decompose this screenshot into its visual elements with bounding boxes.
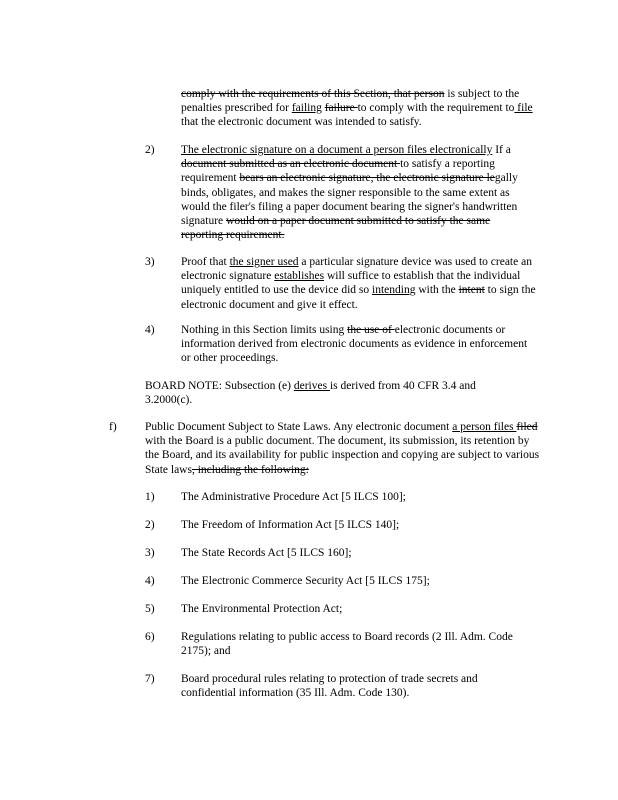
- law-item-label: 6): [145, 631, 155, 643]
- item-3-text: [181, 255, 539, 312]
- law-item-label: 5): [145, 603, 155, 615]
- board-note: [145, 379, 503, 407]
- item-4-label: 4): [145, 324, 155, 336]
- law-item-text: The Freedom of Information Act [5 ILCS 140];: [181, 519, 400, 531]
- text-run: to sign the electronic document and give it effect.: [181, 284, 536, 311]
- law-item-label: 3): [145, 547, 155, 559]
- law-item-text: The Electronic Commerce Security Act [5 ILCS 175];: [181, 575, 430, 587]
- deleted-text: would on a paper document submitted to satisfy the same reporting requirement.: [181, 215, 491, 242]
- inserted-text: failing: [291, 102, 322, 115]
- inserted-text: file: [514, 102, 533, 115]
- deleted-text: bears an electronic signature, the electronic signature le: [239, 172, 495, 185]
- law-item-label: 4): [145, 575, 155, 587]
- law-item-label: 7): [145, 673, 155, 685]
- text-run: Proof that: [181, 256, 230, 268]
- text-run: with the: [415, 284, 459, 297]
- text-run: BOARD NOTE: Subsection (e): [145, 380, 294, 392]
- law-item-text: The State Records Act [5 ILCS 160];: [181, 547, 352, 559]
- law-item-text: Board procedural rules relating to protection of trade secrets and confidential information (35 Ill. Adm. Code 130).: [181, 673, 478, 700]
- text-run: to comply with the requirement to: [357, 102, 515, 115]
- text-run: Public Document Subject to State Laws. Any electronic document: [145, 421, 453, 433]
- section-f-text: [145, 420, 540, 477]
- text-run: a particular signature device was used to create an electronic signature: [181, 256, 532, 283]
- law-item-text: The Environmental Protection Act;: [181, 603, 343, 615]
- inserted-text: establishes: [274, 270, 325, 283]
- text-run: Nothing in this Section limits using: [181, 324, 348, 336]
- inserted-text: derives: [293, 380, 330, 392]
- text-run: electronic documents or information derived from electronic documents as evidence in enforcement or other proceedings.: [181, 324, 528, 365]
- item-2-label: 2): [145, 144, 155, 156]
- inserted-text: intending: [372, 284, 416, 297]
- text-run: to satisfy a reporting requirement: [181, 158, 495, 185]
- deleted-text: comply with the requirements of this Section, that person: [181, 88, 445, 100]
- text-run: gally binds, obligates, and makes the signer responsible to the same extent as would the filer's filing a paper document bearing the signer's handwritten signature: [181, 172, 518, 228]
- deleted-text: the use of: [347, 324, 395, 336]
- deleted-text: , including the following:: [191, 463, 309, 476]
- continued-paragraph: [181, 87, 543, 130]
- item-2-text: [181, 143, 523, 242]
- text-run: will suffice to establish that the individual uniquely entitled to use the device did so: [181, 270, 521, 297]
- inserted-text: the signer used: [229, 256, 299, 268]
- text-run: with the Board is a public document. The document, its submission, its retention by the Board, and its availability for public inspection and copying are subject to various State laws: [145, 435, 540, 476]
- item-4-text: [181, 323, 531, 366]
- deleted-text: failure: [324, 102, 358, 115]
- law-item-label: 1): [145, 491, 155, 503]
- law-item-text: The Administrative Procedure Act [5 ILCS 100];: [181, 491, 406, 503]
- law-item-text: Regulations relating to public access to Board records (2 Ill. Adm. Code 2175); and: [181, 631, 513, 658]
- text-run: that the electronic document was intended to satisfy.: [181, 116, 422, 129]
- item-3-label: 3): [145, 256, 155, 268]
- text-run: If a: [492, 144, 511, 156]
- deleted-text: intent: [458, 284, 485, 297]
- deleted-text: filed: [516, 421, 538, 433]
- deleted-text: document submitted as an electronic document: [181, 158, 401, 171]
- text-run: is subject to the penalties prescribed for: [181, 88, 520, 115]
- law-item-label: 2): [145, 519, 155, 531]
- inserted-text: The electronic signature on a document a person files electronically: [181, 144, 493, 156]
- inserted-text: a person files: [452, 421, 517, 433]
- section-f-label: f): [109, 421, 117, 433]
- text-run: is derived from 40 CFR 3.4 and 3.2000(c).: [145, 380, 476, 407]
